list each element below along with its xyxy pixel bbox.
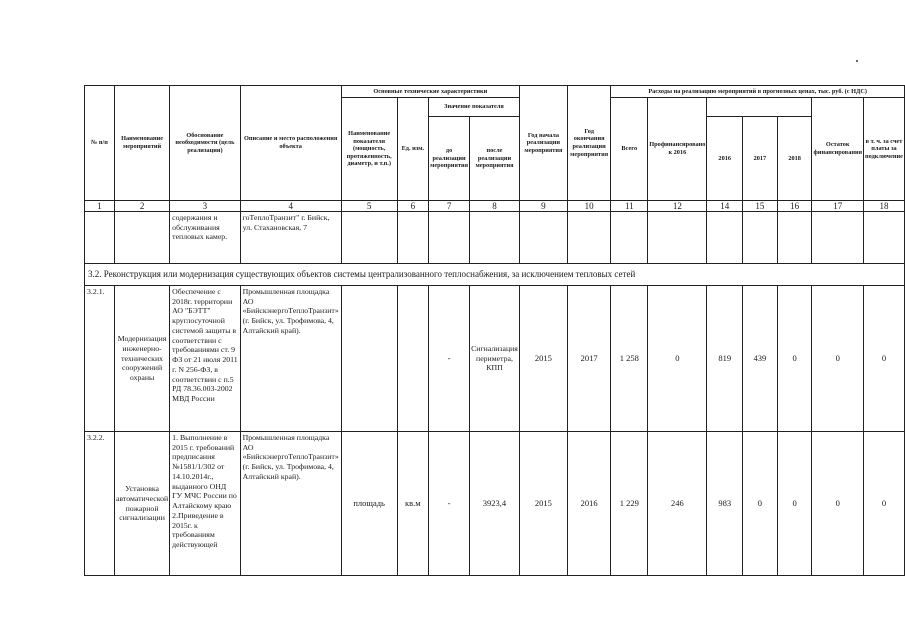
scan-dot	[856, 60, 858, 62]
header-start: Год начала реализации мероприятия	[519, 86, 567, 201]
column-number: 2	[114, 201, 169, 212]
table-row	[85, 432, 905, 576]
header-no: № п/п	[85, 86, 115, 201]
column-number: 15	[743, 201, 778, 212]
column-number: 12	[648, 201, 707, 212]
header-reason: Обоснование необходимости (цель реализации)	[170, 86, 240, 201]
column-number: 17	[812, 201, 864, 212]
header-group-value: Значение показателя	[429, 98, 520, 117]
row-incl: 0	[864, 432, 905, 576]
cont-desc: гоТеплоТранзит" г. Бийск, ул. Стахановская, 7	[240, 212, 341, 264]
column-number: 14	[707, 201, 743, 212]
section-row	[85, 264, 905, 286]
column-number: 5	[341, 201, 397, 212]
column-number-row	[85, 201, 905, 212]
table-row	[85, 286, 905, 432]
row-unit: кв.м	[397, 432, 428, 576]
section-title: 3.2. Реконструкция или модернизация существующих объектов системы централизованного теплоснабжения, за исключением тепловых сетей	[85, 264, 905, 286]
row-2018: 0	[777, 286, 812, 432]
row-name: Модернизация инженерно-технических сооружений охраны	[114, 286, 169, 432]
row-after: Сигнализация периметра, КПП	[470, 286, 520, 432]
row-profinanced: 0	[648, 286, 707, 432]
column-number: 1	[85, 201, 115, 212]
column-number: 8	[470, 201, 520, 212]
header-before: до реализации мероприятия	[429, 117, 470, 201]
row-start: 2015	[519, 286, 567, 432]
header-group-tech: Основные технические характеристики	[341, 86, 519, 98]
header-total: Всего	[611, 98, 648, 201]
row-2017: 0	[743, 432, 778, 576]
header-years-spacer	[707, 98, 812, 117]
row-2016: 819	[707, 286, 743, 432]
header-2018: 2018	[777, 117, 812, 201]
header-incl: в т. ч. за счет платы за подключение	[864, 98, 905, 201]
row-remaining: 0	[812, 432, 864, 576]
column-number: 16	[777, 201, 812, 212]
row-before: -	[429, 432, 470, 576]
row-total: 1 229	[611, 432, 648, 576]
row-no: 3.2.1.	[85, 286, 115, 432]
row-profinanced: 246	[648, 432, 707, 576]
row-no: 3.2.2.	[85, 432, 115, 576]
cont-reason: содержания и обслуживания тепловых камер.	[170, 212, 240, 264]
row-desc: Промышленная площадка АО «БийскэнергоТеплоТранзит» (г. Бийск, ул. Трофимова, 4, Алтайский край).	[240, 286, 341, 432]
header-profinanced: Профинансировано к 2016	[648, 98, 707, 201]
row-end: 2016	[567, 432, 610, 576]
row-unit	[397, 286, 428, 432]
column-number: 4	[240, 201, 341, 212]
row-incl: 0	[864, 286, 905, 432]
row-2016: 983	[707, 432, 743, 576]
row-remaining: 0	[812, 286, 864, 432]
continuation-row	[85, 212, 905, 264]
column-number: 9	[519, 201, 567, 212]
row-2017: 439	[743, 286, 778, 432]
row-start: 2015	[519, 432, 567, 576]
row-name: Установка автоматической пожарной сигнализации	[114, 432, 169, 576]
row-indicator: площадь	[341, 432, 397, 576]
row-desc: Промышленная площадка АО «БийскэнергоТеплоТранзит» (г. Бийск, ул. Трофимова, 4, Алтайский край).	[240, 432, 341, 576]
row-2018: 0	[777, 432, 812, 576]
column-number: 11	[611, 201, 648, 212]
header-2017: 2017	[743, 117, 778, 201]
row-reason: 1. Выполнение в 2015 г. требований предписания №1581/1/302 от 14.10.2014г., выданного ОНД ГУ МЧС России по Алтайскому краю 2.Приведение в 2015г. к требованиям действующей	[170, 432, 240, 576]
column-number: 6	[397, 201, 428, 212]
header-end: Год окончания реализации мероприятия	[567, 86, 610, 201]
row-end: 2017	[567, 286, 610, 432]
column-number: 10	[567, 201, 610, 212]
row-before: -	[429, 286, 470, 432]
column-number: 7	[429, 201, 470, 212]
header-indicator: Наименование показателя (мощность, протяженность, диаметр, и т.п.)	[341, 98, 397, 201]
column-number: 18	[864, 201, 905, 212]
header-remaining: Остаток финансирования	[812, 98, 864, 201]
header-group-costs: Расходы на реализацию мероприятий в прогнозных ценах, тыс. руб. (с НДС)	[611, 86, 905, 98]
table-header	[85, 86, 905, 212]
row-indicator	[341, 286, 397, 432]
row-after: 3923,4	[470, 432, 520, 576]
investment-program-table	[84, 85, 905, 576]
header-name: Наименование мероприятий	[114, 86, 169, 201]
header-2016: 2016	[707, 117, 743, 201]
header-desc: Описание и место расположения объекта	[240, 86, 341, 201]
header-after: после реализации мероприятия	[470, 117, 520, 201]
row-reason: Обеспечение с 2018г. территории АО "БЭТТ" круглосуточной системой защиты в соответствии с требованиями ст. 9 ФЗ от 21 июля 2011 г. N 256-ФЗ, в соответствии с п.5 РД 78.36.003-2002 МВД России	[170, 286, 240, 432]
column-number: 3	[170, 201, 240, 212]
header-unit: Ед. изм.	[397, 98, 428, 201]
row-total: 1 258	[611, 286, 648, 432]
